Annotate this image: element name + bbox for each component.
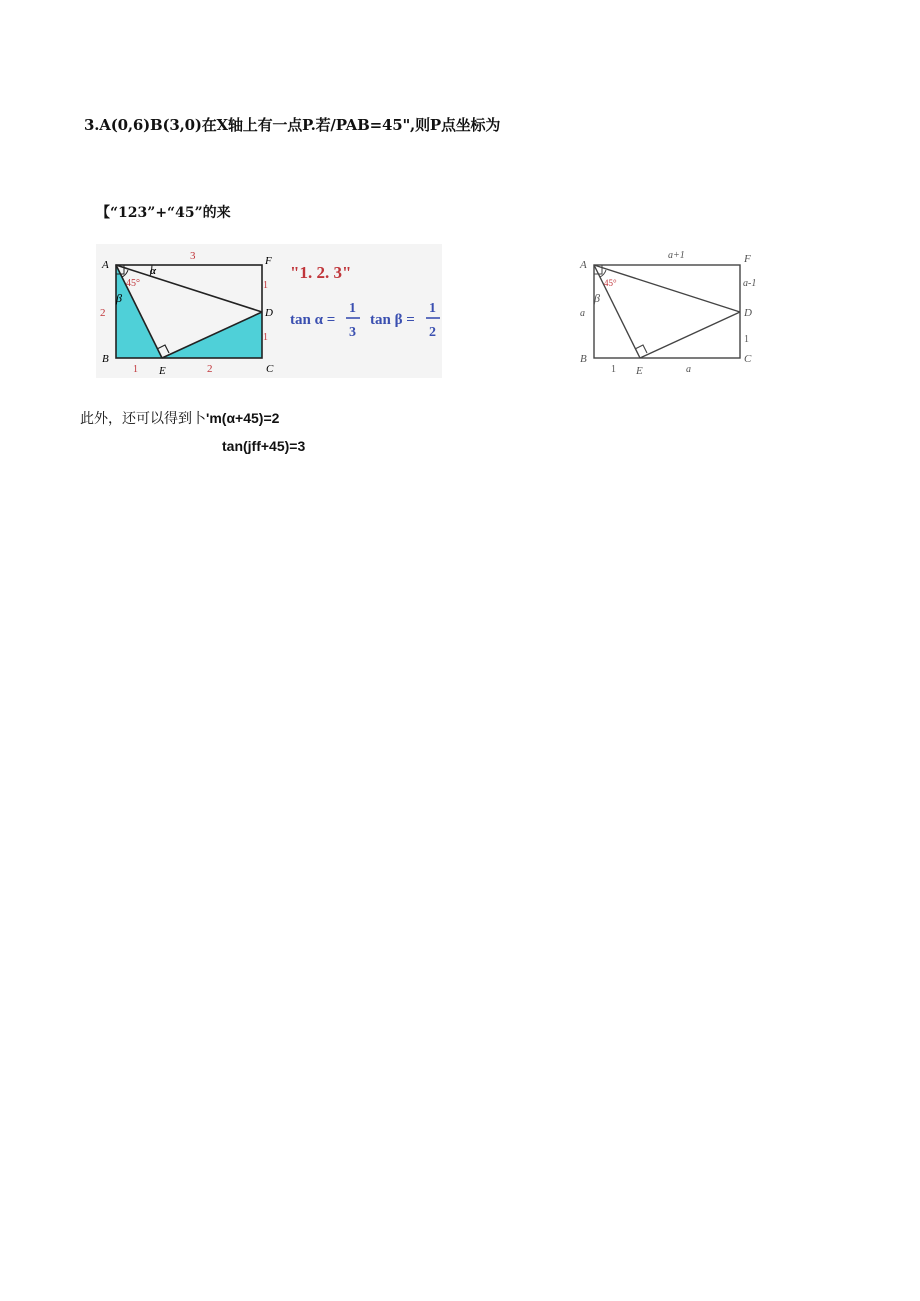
length-right-top: a-1: [743, 278, 757, 289]
vertex-F: F: [265, 255, 272, 267]
problem-statement: 3.A(0,6)B(3,0)在X轴上有一点P.若/PAB=45",则P点坐标为: [84, 116, 501, 134]
tan-beta-denominator: 2: [429, 325, 436, 340]
length-top: 3: [190, 250, 196, 262]
vertex-B: B: [102, 353, 109, 365]
tan-alpha-prefix: tan α =: [290, 312, 336, 328]
vertex-E: E: [159, 365, 166, 377]
tan-beta-numerator: 1: [429, 301, 436, 316]
figure-123-45: [96, 244, 442, 382]
vertex-A: A: [102, 259, 109, 271]
angle-beta-label: β: [116, 291, 122, 305]
length-right-bottom: 1: [263, 332, 268, 343]
figure-general: [574, 244, 770, 382]
length-right-bottom: 1: [744, 334, 749, 345]
vertex-A: A: [580, 259, 587, 271]
length-bottom-right: a: [686, 364, 691, 375]
besides-prefix: 此外，还可以得到卜: [80, 411, 206, 427]
vertex-E: E: [636, 365, 643, 377]
angle-45-label: 45°: [604, 278, 617, 288]
caption-123: "1. 2. 3": [290, 263, 352, 282]
section-heading: 【“123”+“45”的来: [96, 205, 231, 221]
angle-beta-label: β: [594, 291, 600, 305]
length-bottom-left: 1: [611, 364, 616, 375]
length-top: a+1: [668, 250, 685, 261]
length-bottom-right: 2: [207, 363, 213, 375]
tan-alpha-numerator: 1: [349, 301, 356, 316]
length-bottom-left: 1: [133, 364, 138, 375]
vertex-F: F: [744, 253, 751, 265]
tan-beta-prefix: tan β =: [370, 312, 415, 328]
angle-alpha-label: α: [150, 265, 157, 277]
length-right-top: 1: [263, 280, 268, 291]
vertex-D: D: [744, 307, 752, 319]
vertex-C: C: [266, 363, 274, 375]
tan-alpha-denominator: 3: [349, 325, 356, 340]
besides-formula: 'm(α+45)=2: [206, 410, 280, 426]
vertex-B: B: [580, 353, 587, 365]
length-left: a: [580, 308, 585, 319]
angle-45-label: 45°: [126, 278, 140, 289]
vertex-D: D: [265, 307, 273, 319]
formula-tan-beta-plus-45: tan(jff+45)=3: [222, 438, 306, 454]
vertex-C: C: [744, 353, 752, 365]
besides-line: [80, 408, 279, 428]
length-left: 2: [100, 307, 106, 319]
